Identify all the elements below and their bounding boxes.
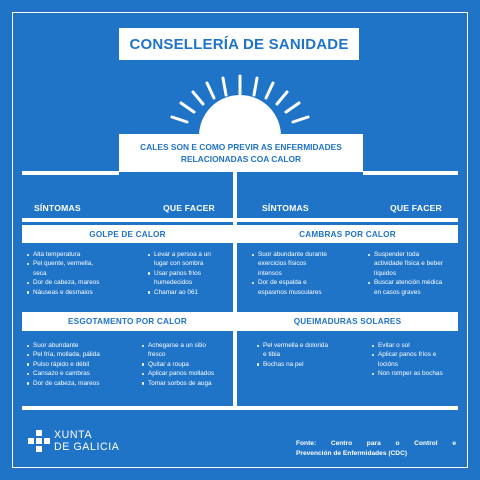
list-item: Usar panos fríos xyxy=(147,269,211,278)
list-item: actividade física e beber xyxy=(374,260,443,268)
list-item: intensos xyxy=(258,269,282,277)
top-rule-right xyxy=(363,171,458,175)
list-item: Suor abundante xyxy=(26,341,100,350)
list-item: lugar con sombra xyxy=(154,260,204,268)
list-item: Chamar ao 061 xyxy=(147,288,211,297)
subtitle-line-2: RELACIONADAS COA CALOR xyxy=(180,154,302,164)
list-item: Pel quente, vermella, xyxy=(26,259,99,268)
galicia-cross-icon xyxy=(28,430,50,452)
queimaduras-actions-list xyxy=(371,341,443,379)
list-item: seca xyxy=(33,269,47,277)
list-item: Dor de espalda e xyxy=(251,278,327,287)
list-item: Cansazo e cambras xyxy=(26,369,100,378)
list-item: Pel vermella e dolorida xyxy=(256,341,328,350)
cambras-symptoms-list xyxy=(251,250,327,297)
list-item: Evitar o sol xyxy=(371,341,443,350)
golpe-symptoms-list xyxy=(26,250,99,297)
source-line-2: Prevención de Enfermidades (CDC) xyxy=(296,450,408,457)
list-item: Buscar atención médica xyxy=(367,278,443,287)
center-divider xyxy=(233,172,237,410)
list-item: Alta temperatura xyxy=(26,250,99,259)
list-item: Bochas na pel xyxy=(256,360,328,369)
subtitle-line-1: CALES SON E COMO PREVIR AS ENFERMIDADES xyxy=(140,142,342,152)
list-item: en casos graves xyxy=(374,288,421,296)
list-item: líquidos xyxy=(374,269,397,277)
list-item: Pel fría, mollada, pálida xyxy=(26,350,100,359)
list-item: locións xyxy=(378,360,398,368)
list-item: Tomar sorbos de auga xyxy=(141,379,214,388)
list-item: Aplicar panos fríos e xyxy=(371,350,443,359)
xunta-logo-text xyxy=(54,430,119,453)
list-item: espasmos musculares xyxy=(258,288,322,296)
bottom-rule xyxy=(22,406,458,410)
column-header-actions-left: QUE FACER xyxy=(163,203,215,213)
column-header-actions-right: QUE FACER xyxy=(390,203,442,213)
header-rule xyxy=(22,218,458,222)
queimaduras-symptoms-list xyxy=(256,341,328,369)
top-rule-left xyxy=(22,171,119,175)
list-item: humedecidos xyxy=(154,279,193,287)
panel-golpe-de-calor: GOLPE DE CALOR xyxy=(22,225,233,243)
subtitle-box xyxy=(119,134,363,172)
list-item: exercicios físicos xyxy=(258,260,307,268)
column-header-symptoms-left: SÍNTOMAS xyxy=(34,203,81,213)
list-item: Quitar a roupa xyxy=(141,360,214,369)
panel-cambras-por-calor: CAMBRAS POR CALOR xyxy=(237,225,458,243)
list-item: Non romper as bochas xyxy=(371,369,443,378)
list-item: Dor de cabeza, mareos xyxy=(26,278,99,287)
list-item: Aplicar panos mollados xyxy=(141,369,214,378)
panel-queimaduras-solares: QUEIMADURAS SOLARES xyxy=(237,312,458,331)
page-title: CONSELLERÍA DE SANIDADE xyxy=(119,28,359,60)
list-item: Pulso rápido e débil xyxy=(26,360,100,369)
list-item: Achegarse a un sitio xyxy=(141,341,214,350)
logo-line-2: DE GALICIA xyxy=(54,440,120,453)
list-item: Levar a persoa a un xyxy=(147,250,211,259)
list-item: Dor de cabeza, mareos xyxy=(26,379,100,388)
esgotamento-symptoms-list xyxy=(26,341,100,388)
list-item: Náuseas e desmaios xyxy=(26,288,99,297)
sun-icon xyxy=(165,72,315,136)
list-item: e tibia xyxy=(263,351,281,359)
source-note xyxy=(296,439,456,459)
cambras-actions-list xyxy=(367,250,443,297)
list-item: fresco xyxy=(148,351,166,359)
column-header-symptoms-right: SÍNTOMAS xyxy=(262,203,309,213)
golpe-actions-list xyxy=(147,250,211,297)
list-item: Suor abundante durante xyxy=(251,250,327,259)
logo-line-1: XUNTA xyxy=(54,429,93,441)
panel-esgotamento-por-calor: ESGOTAMENTO POR CALOR xyxy=(22,312,233,331)
esgotamento-actions-list xyxy=(141,341,214,388)
list-item: Suspender toda xyxy=(367,250,443,259)
source-line-1: Fonte: Centro para o Control e xyxy=(296,440,456,447)
